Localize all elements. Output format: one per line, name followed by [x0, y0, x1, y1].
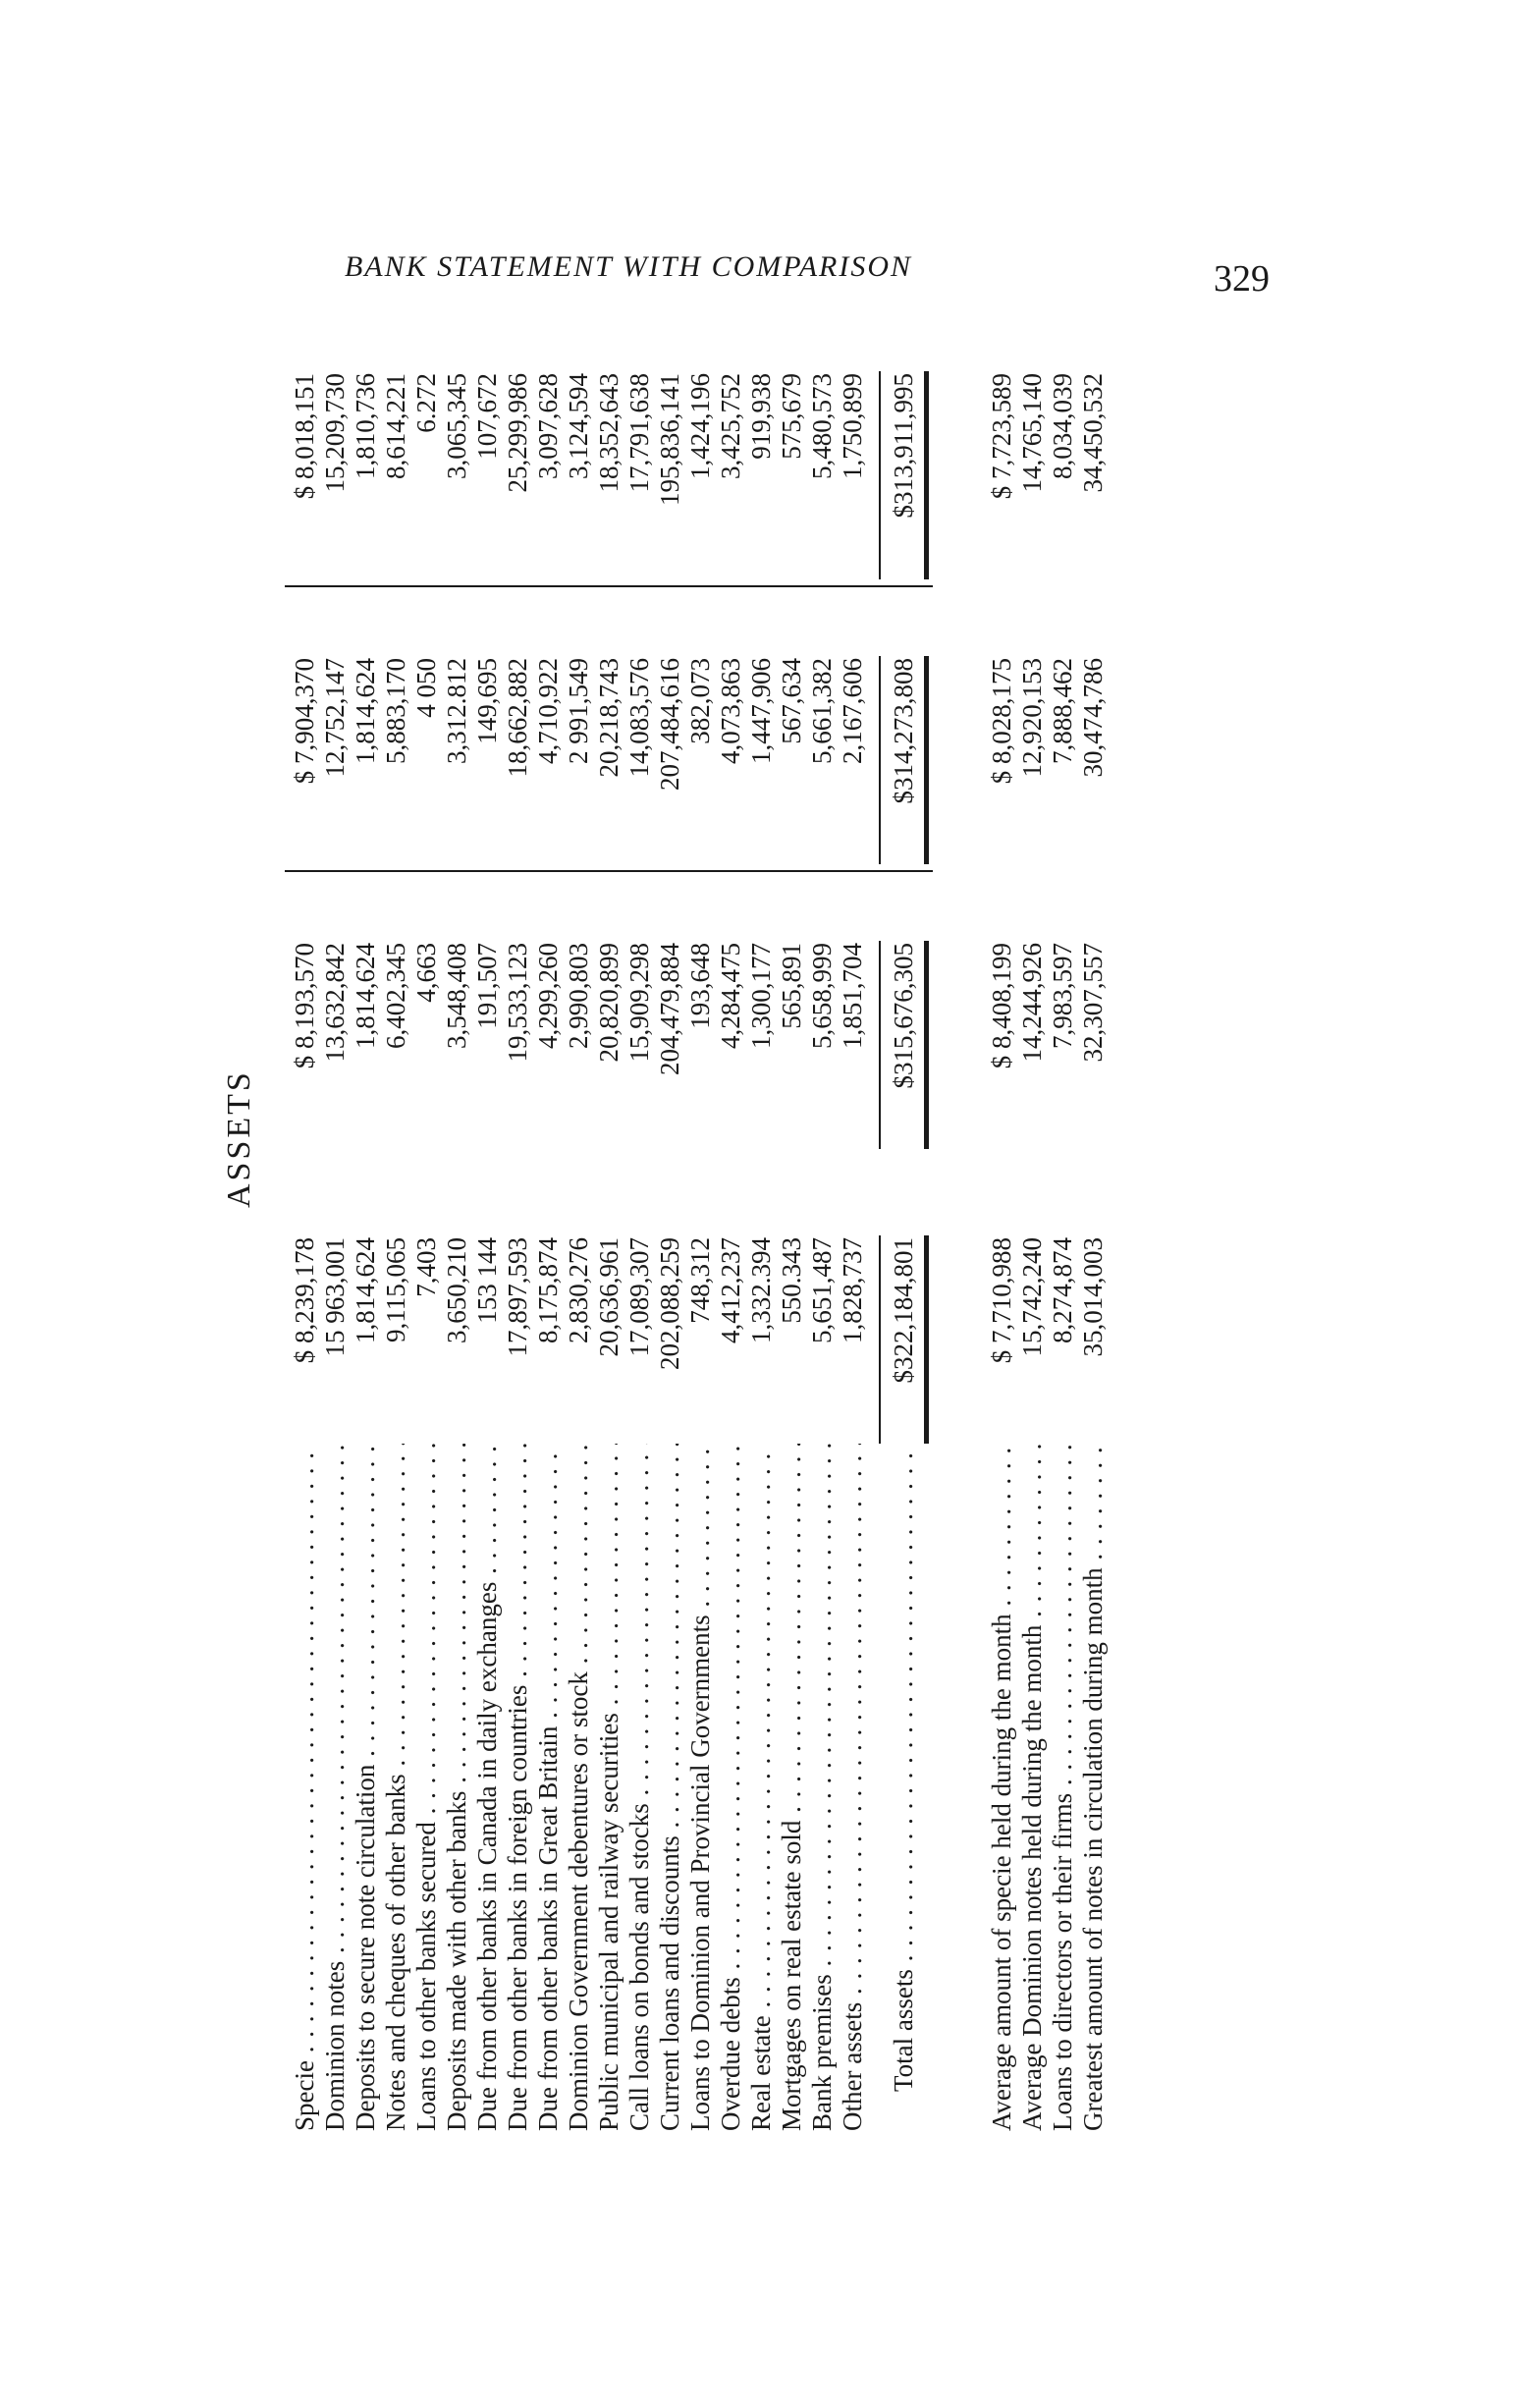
value-cell: 20,218,743 [594, 658, 623, 778]
row-label: Public municipal and railway securities . . . [594, 1444, 624, 2131]
value-cell: 191,507 [472, 943, 502, 1029]
value-cell: 748,312 [685, 1237, 715, 1324]
value-cell: 1,814,624 [351, 658, 380, 764]
value-cell: 5,480,573 [807, 373, 837, 479]
row-label: Greatest amount of notes in circulation during month . . . [1078, 1444, 1109, 2131]
double-rule [924, 656, 929, 864]
value-cell: 30,474,786 [1078, 658, 1108, 778]
column-divider [285, 870, 933, 872]
value-cell: $ 8,408,199 [987, 943, 1016, 1069]
row-label: Due from other banks in foreign countries . . . [503, 1444, 533, 2131]
double-rule [924, 941, 929, 1149]
value-cell: 20,820,899 [594, 943, 623, 1063]
row-label: Average amount of specie held during the month . . . [987, 1444, 1017, 2131]
value-cell: 18,662,882 [503, 658, 532, 778]
table-row [746, 363, 777, 2131]
value-cell: 2 991,549 [564, 658, 593, 764]
table-row [655, 363, 685, 2131]
row-label: Call loans on bonds and stocks . . . [624, 1444, 655, 2131]
value-cell: 14,083,576 [624, 658, 654, 778]
value-cell: 6,402,345 [381, 943, 410, 1049]
value-cell: 9,115,065 [381, 1237, 410, 1342]
value-cell: 550.343 [777, 1237, 806, 1324]
value-cell: 13,632,842 [320, 943, 350, 1063]
value-cell: 8,034,039 [1048, 373, 1077, 479]
value-cell: 14,765,140 [1017, 373, 1047, 493]
value-cell: 18,352,643 [594, 373, 623, 493]
table-row [442, 363, 472, 2131]
value-cell: 565,891 [777, 943, 806, 1029]
value-cell: $ 7,710,988 [987, 1237, 1016, 1364]
column-rule [879, 1235, 881, 1444]
table-row [290, 363, 320, 2131]
row-label: Bank premises . . . [807, 1444, 838, 2131]
value-cell: $ 8,018,151 [290, 373, 319, 500]
value-cell: 5,651,487 [807, 1237, 837, 1343]
value-cell: $ 8,193,570 [290, 943, 319, 1069]
value-cell: 1,851,704 [838, 943, 867, 1049]
row-label: Due from other banks in Canada in daily exchanges . . . [472, 1444, 503, 2131]
value-cell: 4,663 [411, 943, 441, 1003]
value-cell: 19,533,123 [503, 943, 532, 1063]
table-row [503, 363, 533, 2131]
value-cell: 3,312.812 [442, 658, 471, 764]
row-label: Overdue debts . . . [716, 1444, 746, 2131]
table-row [411, 363, 442, 2131]
table-row [624, 363, 655, 2131]
value-cell: $ 7,723,589 [987, 373, 1016, 500]
value-cell: 202,088,259 [655, 1237, 684, 1370]
total-value: $315,676,305 [889, 943, 918, 1089]
value-cell: 6.272 [411, 373, 441, 433]
table-row [381, 363, 411, 2131]
value-cell: 32,307,557 [1078, 943, 1108, 1063]
value-cell: 1,447,906 [746, 658, 776, 764]
value-cell: 7,888,462 [1048, 658, 1077, 764]
value-cell: 3,425,752 [716, 373, 745, 479]
value-cell: 5,883,170 [381, 658, 410, 764]
value-cell: 919,938 [746, 373, 776, 460]
table-row [716, 363, 746, 2131]
value-cell: 1,810,736 [351, 373, 380, 479]
total-row [889, 363, 919, 2131]
value-cell: 107,672 [472, 373, 502, 460]
value-cell: 193,648 [685, 943, 715, 1029]
value-cell: 149,695 [472, 658, 502, 744]
value-cell: 4,412,237 [716, 1237, 745, 1343]
table-row [320, 363, 351, 2131]
table-row [472, 363, 503, 2131]
value-cell: $ 8,028,175 [987, 658, 1016, 785]
value-cell: 1,750,899 [838, 373, 867, 479]
value-cell: 17,089,307 [624, 1237, 654, 1357]
value-cell: 35,014,003 [1078, 1237, 1108, 1357]
page-number: 329 [1214, 258, 1270, 300]
row-label: Average Dominion notes held during the month . . . [1017, 1444, 1048, 2131]
row-label: Specie . . . [290, 1444, 320, 2131]
value-cell: 4,073,863 [716, 658, 745, 764]
value-cell: 3,548,408 [442, 943, 471, 1049]
column-rule [879, 371, 881, 579]
table-row [777, 363, 807, 2131]
value-cell: 3,124,594 [564, 373, 593, 479]
total-value: $322,184,801 [889, 1237, 918, 1384]
value-cell: 4 050 [411, 658, 441, 718]
double-rule [924, 1235, 929, 1444]
value-cell: 4,284,475 [716, 943, 745, 1049]
running-header: BANK STATEMENT WITH COMPARISON [344, 250, 913, 283]
assets-table [221, 354, 1124, 2131]
row-label: Other assets . . . [838, 1444, 868, 2131]
value-cell: 567,634 [777, 658, 806, 744]
double-rule [924, 371, 929, 579]
value-cell: 14,244,926 [1017, 943, 1047, 1063]
value-cell: 207,484,616 [655, 658, 684, 791]
value-cell: 4,299,260 [533, 943, 563, 1049]
table-row [685, 363, 716, 2131]
value-cell: 1,814,624 [351, 943, 380, 1049]
value-cell: 2,167,606 [838, 658, 867, 764]
value-cell: 34,450,532 [1078, 373, 1108, 493]
table-row [1048, 363, 1078, 2131]
value-cell: 153 144 [472, 1237, 502, 1324]
value-cell: 17,897,593 [503, 1237, 532, 1357]
column-rule [879, 656, 881, 864]
value-cell: 204,479,884 [655, 943, 684, 1075]
value-cell: 1,814,624 [351, 1237, 380, 1343]
value-cell: 3,097,628 [533, 373, 563, 479]
value-cell: 25,299,986 [503, 373, 532, 493]
value-cell: 5,658,999 [807, 943, 837, 1049]
row-label: Deposits made with other banks . . . [442, 1444, 472, 2131]
row-label: Notes and cheques of other banks . . . [381, 1444, 411, 2131]
value-cell: 15 963,001 [320, 1237, 350, 1357]
table-row [987, 363, 1017, 2131]
table-row [1017, 363, 1048, 2131]
row-label: Loans to Dominion and Provincial Governments . . . [685, 1444, 716, 2131]
value-cell: 1,300,177 [746, 943, 776, 1049]
value-cell: 7,983,597 [1048, 943, 1077, 1049]
value-cell: 2,990,803 [564, 943, 593, 1049]
section-title: ASSETS [221, 1069, 257, 1208]
value-cell: 7,403 [411, 1237, 441, 1297]
value-cell: 195,836,141 [655, 373, 684, 506]
row-label: Loans to other banks secured . . . [411, 1444, 442, 2131]
table-row [594, 363, 624, 2131]
value-cell: 20,636,961 [594, 1237, 623, 1357]
table-row [533, 363, 564, 2131]
value-cell: 3,650,210 [442, 1237, 471, 1343]
row-label: Real estate . . . [746, 1444, 777, 2131]
value-cell: 1,828,737 [838, 1237, 867, 1343]
value-cell: 1,424,196 [685, 373, 715, 479]
total-label: Total assets . . . [889, 1444, 919, 2131]
value-cell: 15,742,240 [1017, 1237, 1047, 1357]
value-cell: 382,073 [685, 658, 715, 744]
table-row [1078, 363, 1109, 2131]
table-row [564, 363, 594, 2131]
value-cell: 1,332.394 [746, 1237, 776, 1343]
value-cell: $ 7,904,370 [290, 658, 319, 785]
value-cell: 12,752,147 [320, 658, 350, 778]
row-label: Current loans and discounts . . . [655, 1444, 685, 2131]
value-cell: 575,679 [777, 373, 806, 460]
row-label: Deposits to secure note circulation . . . [351, 1444, 381, 2131]
value-cell: 3,065,345 [442, 373, 471, 479]
column-rule [879, 941, 881, 1149]
row-label: Loans to directors or their firms . . . [1048, 1444, 1078, 2131]
column-divider [285, 585, 933, 587]
row-label: Mortgages on real estate sold . . . [777, 1444, 807, 2131]
value-cell: 12,920,153 [1017, 658, 1047, 778]
value-cell: 17,791,638 [624, 373, 654, 493]
value-cell: 4,710,922 [533, 658, 563, 764]
value-cell: 2,830,276 [564, 1237, 593, 1343]
total-value: $314,273,808 [889, 658, 918, 804]
total-value: $313,911,995 [889, 373, 918, 519]
row-label: Due from other banks in Great Britain . . . [533, 1444, 564, 2131]
value-cell: 8,274,874 [1048, 1237, 1077, 1343]
value-cell: $ 8,239,178 [290, 1237, 319, 1364]
row-label: Dominion notes . . . [320, 1444, 351, 2131]
value-cell: 5,661,382 [807, 658, 837, 764]
value-cell: 8,614,221 [381, 373, 410, 479]
table-row [351, 363, 381, 2131]
value-cell: 15,909,298 [624, 943, 654, 1063]
table-row [807, 363, 838, 2131]
value-cell: 8,175,874 [533, 1237, 563, 1343]
table-row [838, 363, 868, 2131]
row-label: Dominion Government debentures or stock . . . [564, 1444, 594, 2131]
value-cell: 15,209,730 [320, 373, 350, 493]
